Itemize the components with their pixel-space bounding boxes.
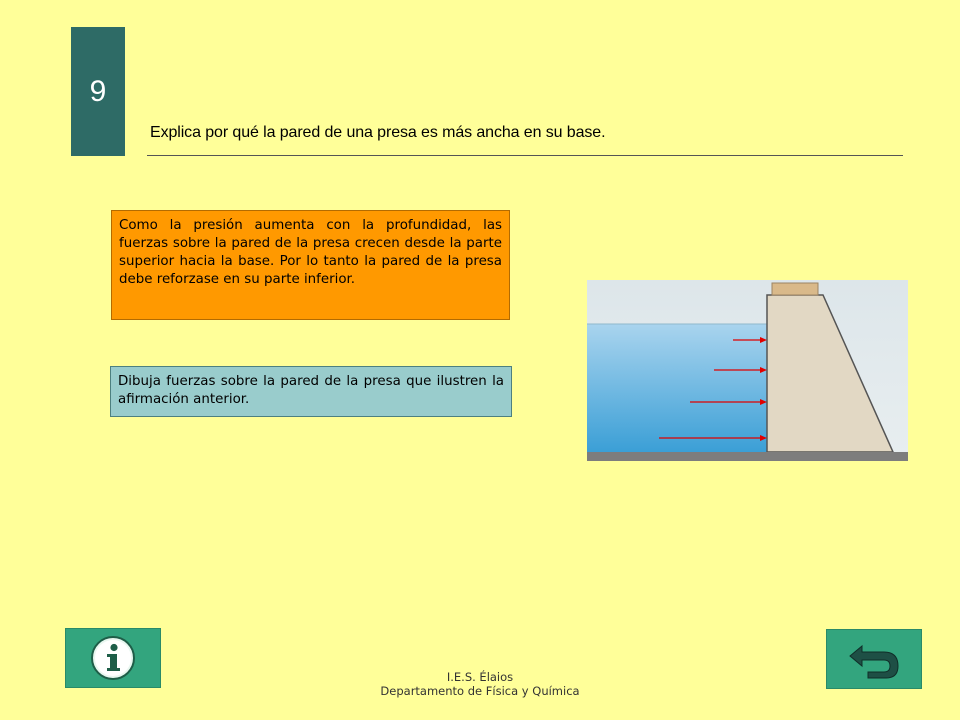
slide-number: 9: [71, 27, 125, 156]
footer-school: I.E.S. Élaios: [446, 670, 514, 684]
task-box: Dibuja fuerzas sobre la pared de la presa que ilustren la afirmación anterior.: [110, 366, 512, 417]
dam-crest: [772, 283, 818, 295]
water-body: [587, 324, 768, 452]
title-divider: [147, 155, 903, 156]
ground: [587, 452, 908, 461]
answer-box: Como la presión aumenta con la profundidad, las fuerzas sobre la pared de la presa crecen desde la parte superior hacia la base. Por lo tanto la pared de la presa debe reforzase en su parte inferior.: [111, 210, 510, 320]
question-title: Explica por qué la pared de una presa es más ancha en su base.: [150, 124, 606, 141]
footer-department: Departamento de Física y Química: [380, 684, 580, 698]
dam-figure: [587, 280, 908, 461]
